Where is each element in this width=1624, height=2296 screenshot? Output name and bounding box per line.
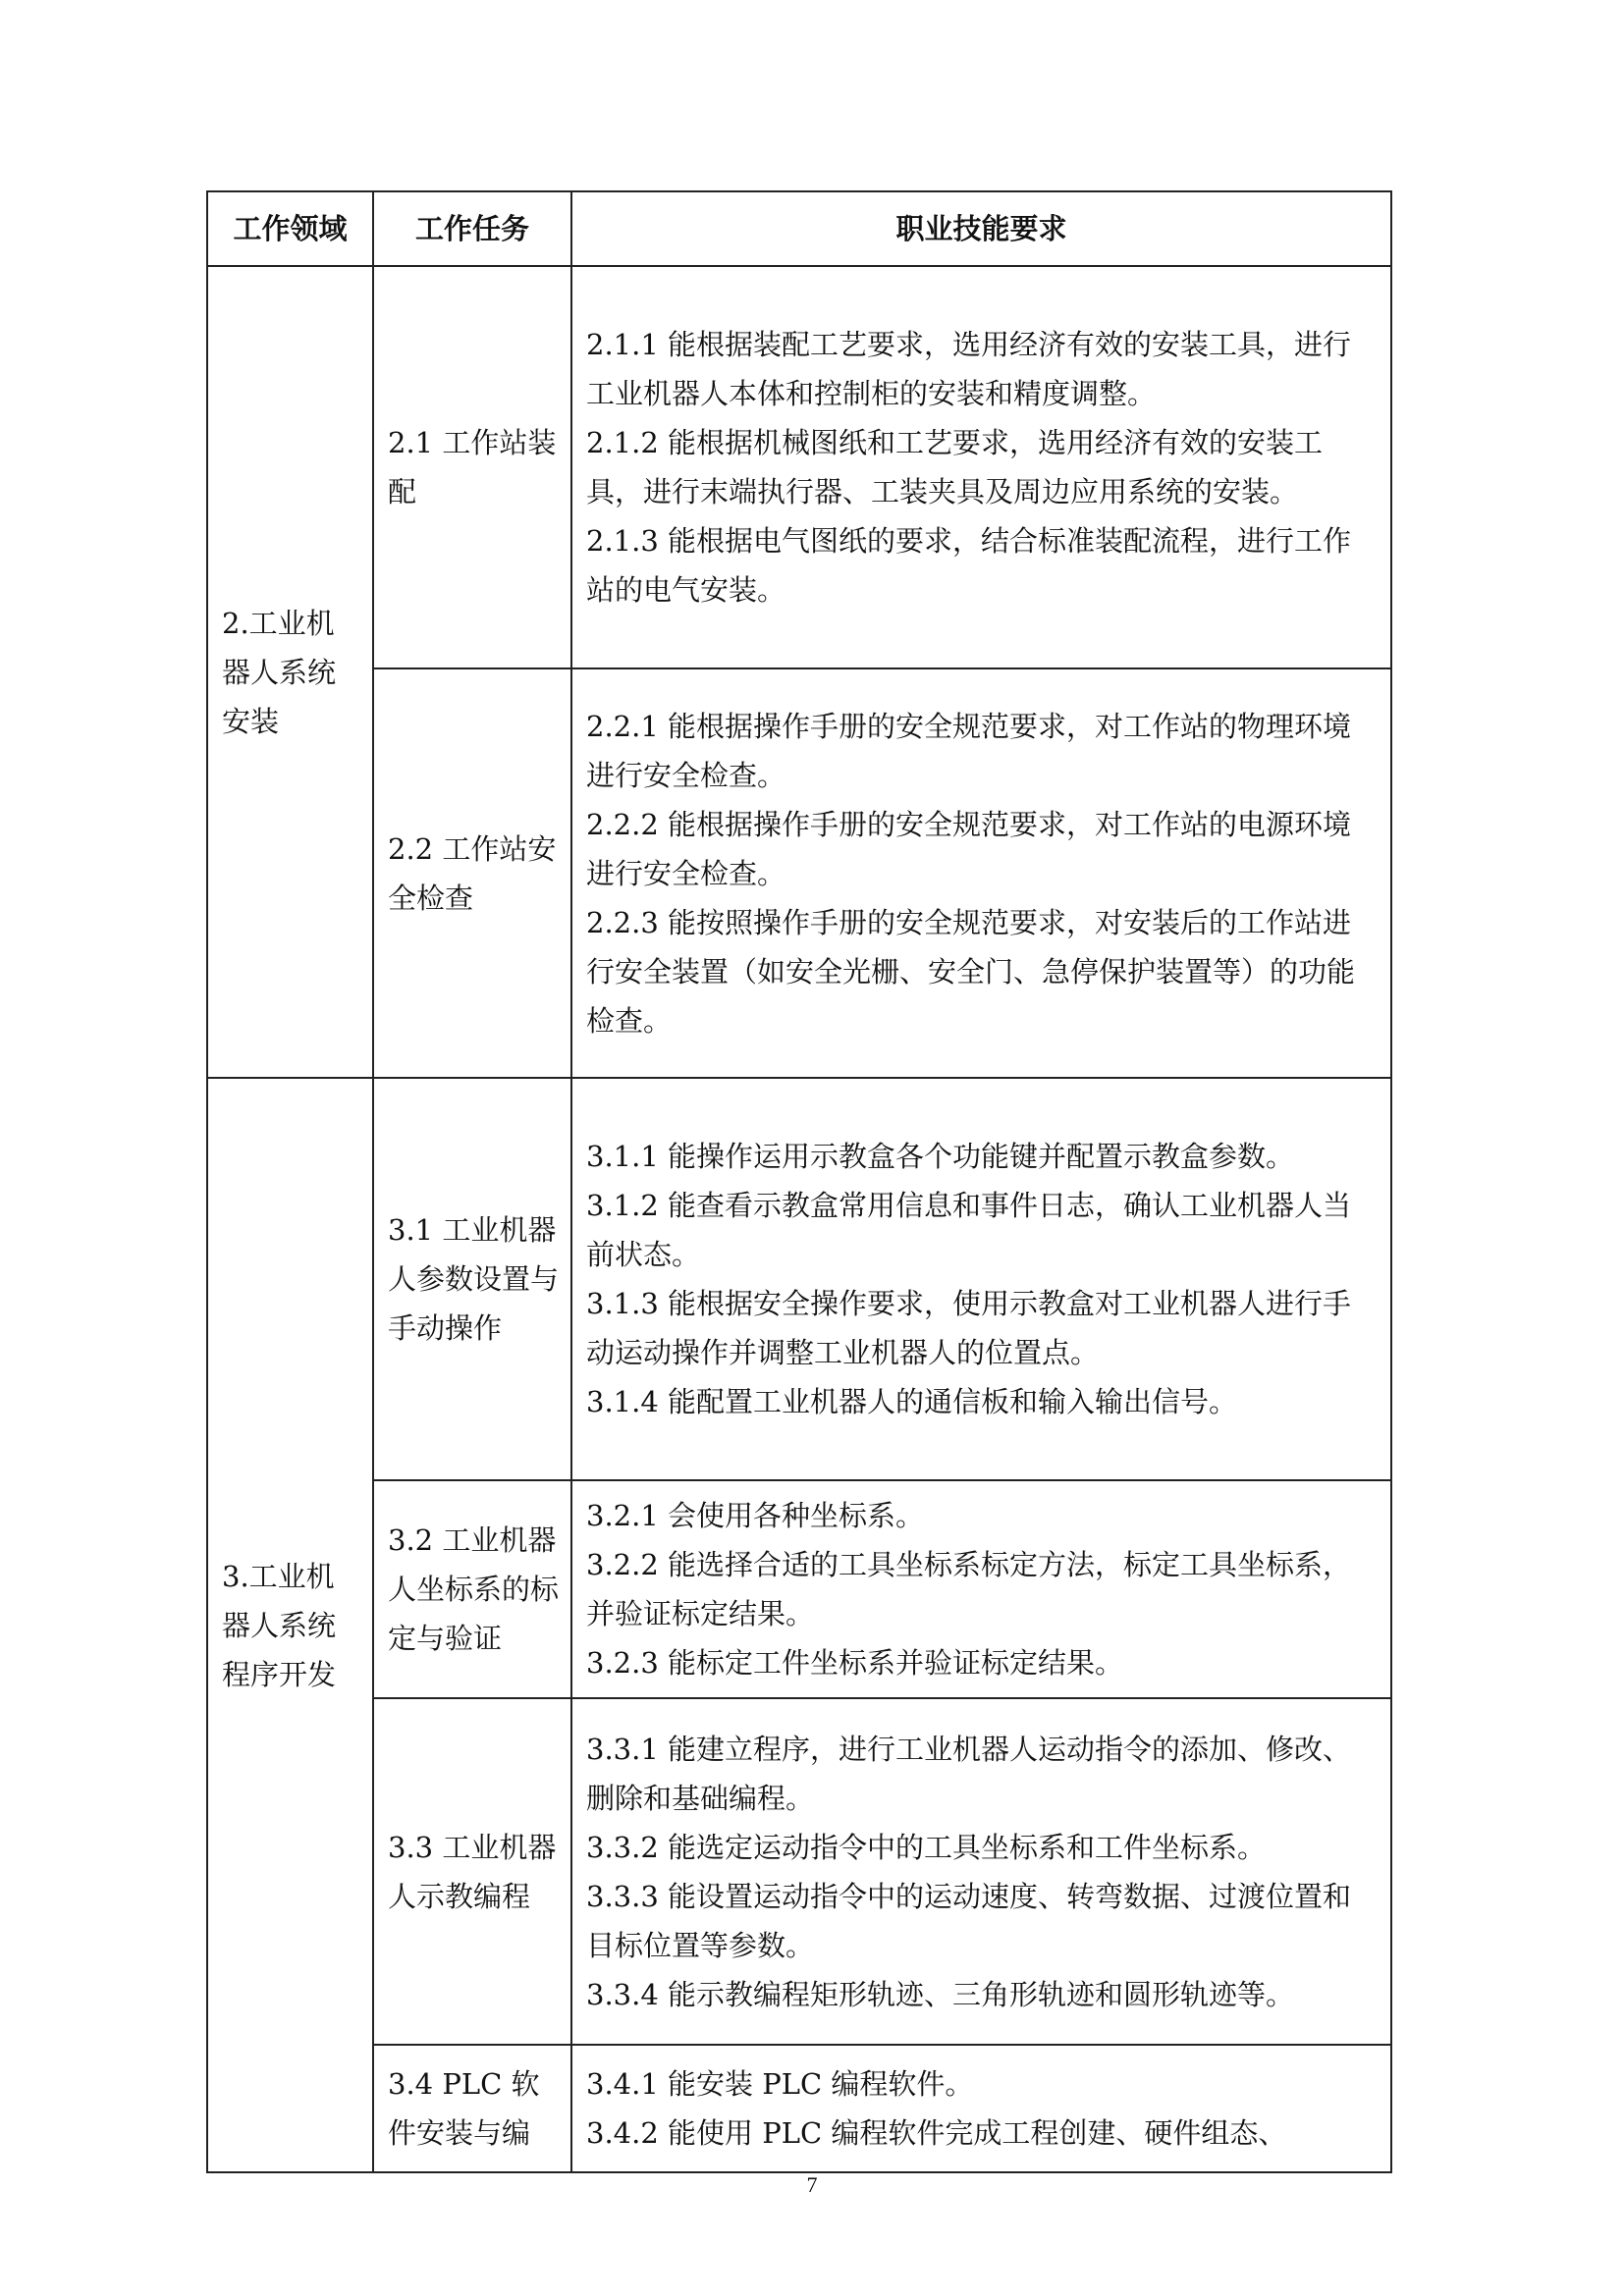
task-cell: 3.3 工业机器人示教编程 xyxy=(373,1698,571,2045)
requirement-item: 2.2.3 能按照操作手册的安全规范要求，对安装后的工作站进行安全装置（如安全光栅、安全门、急停保护装置等）的功能检查。 xyxy=(586,905,1356,1038)
requirements-cell xyxy=(571,668,1391,1078)
header-requirements: 职业技能要求 xyxy=(571,191,1391,266)
requirement-item: 2.1.1 能根据装配工艺要求，选用经济有效的安装工具，进行工业机器人本体和控制柜的安装和精度调整。 xyxy=(586,328,1352,410)
requirement-item: 3.3.2 能选定运动指令中的工具坐标系和工件坐标系。 xyxy=(586,1830,1267,1864)
requirement-item: 3.3.3 能设置运动指令中的运动速度、转弯数据、过渡位置和目标位置等参数。 xyxy=(586,1879,1352,1962)
requirements-cell xyxy=(571,1078,1391,1480)
requirement-item: 3.3.4 能示教编程矩形轨迹、三角形轨迹和圆形轨迹等。 xyxy=(586,1977,1295,2011)
requirement-item: 3.3.1 能建立程序，进行工业机器人运动指令的添加、修改、删除和基础编程。 xyxy=(586,1732,1352,1815)
table-row xyxy=(207,2045,1391,2172)
requirement-item: 3.2.2 能选择合适的工具坐标系标定方法，标定工具坐标系，并验证标定结果。 xyxy=(586,1548,1352,1630)
skills-table xyxy=(206,190,1392,2173)
requirements-cell xyxy=(571,266,1391,668)
page-number: 7 xyxy=(806,2172,818,2197)
table-row xyxy=(207,1480,1391,1698)
requirement-item: 2.1.2 能根据机械图纸和工艺要求，选用经济有效的安装工具，进行末端执行器、工装夹具及周边应用系统的安装。 xyxy=(586,426,1324,508)
requirement-item: 3.2.3 能标定工件坐标系并验证标定结果。 xyxy=(586,1646,1124,1680)
header-domain: 工作领域 xyxy=(207,191,373,266)
requirement-item: 2.2.2 能根据操作手册的安全规范要求，对工作站的电源环境进行安全检查。 xyxy=(586,807,1352,890)
task-cell: 3.2 工业机器人坐标系的标定与验证 xyxy=(373,1480,571,1698)
requirement-item: 3.4.2 能使用 PLC 编程软件完成工程创建、硬件组态、 xyxy=(586,2116,1287,2150)
task-cell: 3.4 PLC 软件安装与编 xyxy=(373,2045,571,2172)
table-row xyxy=(207,1078,1391,1480)
requirement-item: 3.1.3 能根据安全操作要求，使用示教盒对工业机器人进行手动运动操作并调整工业机器人的位置点。 xyxy=(586,1287,1352,1369)
table-row xyxy=(207,266,1391,668)
task-cell: 2.2 工作站安全检查 xyxy=(373,668,571,1078)
requirements-cell xyxy=(571,1480,1391,1698)
requirement-item: 3.1.4 能配置工业机器人的通信板和输入输出信号。 xyxy=(586,1385,1238,1418)
table-row xyxy=(207,1698,1391,2045)
requirements-cell xyxy=(571,2045,1391,2172)
table-row xyxy=(207,668,1391,1078)
table-header-row xyxy=(207,191,1391,266)
requirement-item: 2.2.1 能根据操作手册的安全规范要求，对工作站的物理环境进行安全检查。 xyxy=(586,709,1352,792)
domain-cell: 2.工业机器人系统安装 xyxy=(207,266,373,1078)
requirement-item: 3.1.1 能操作运用示教盒各个功能键并配置示教盒参数。 xyxy=(586,1140,1295,1173)
requirement-item: 2.1.3 能根据电气图纸的要求，结合标准装配流程，进行工作站的电气安装。 xyxy=(586,524,1352,607)
domain-cell: 3.工业机器人系统程序开发 xyxy=(207,1078,373,2172)
task-cell: 2.1 工作站装配 xyxy=(373,266,571,668)
requirement-item: 3.1.2 能查看示教盒常用信息和事件日志，确认工业机器人当前状态。 xyxy=(586,1189,1352,1271)
task-cell: 3.1 工业机器人参数设置与手动操作 xyxy=(373,1078,571,1480)
header-task: 工作任务 xyxy=(373,191,571,266)
requirement-item: 3.2.1 会使用各种坐标系。 xyxy=(586,1499,925,1532)
requirements-cell xyxy=(571,1698,1391,2045)
requirement-item: 3.4.1 能安装 PLC 编程软件。 xyxy=(586,2067,974,2101)
